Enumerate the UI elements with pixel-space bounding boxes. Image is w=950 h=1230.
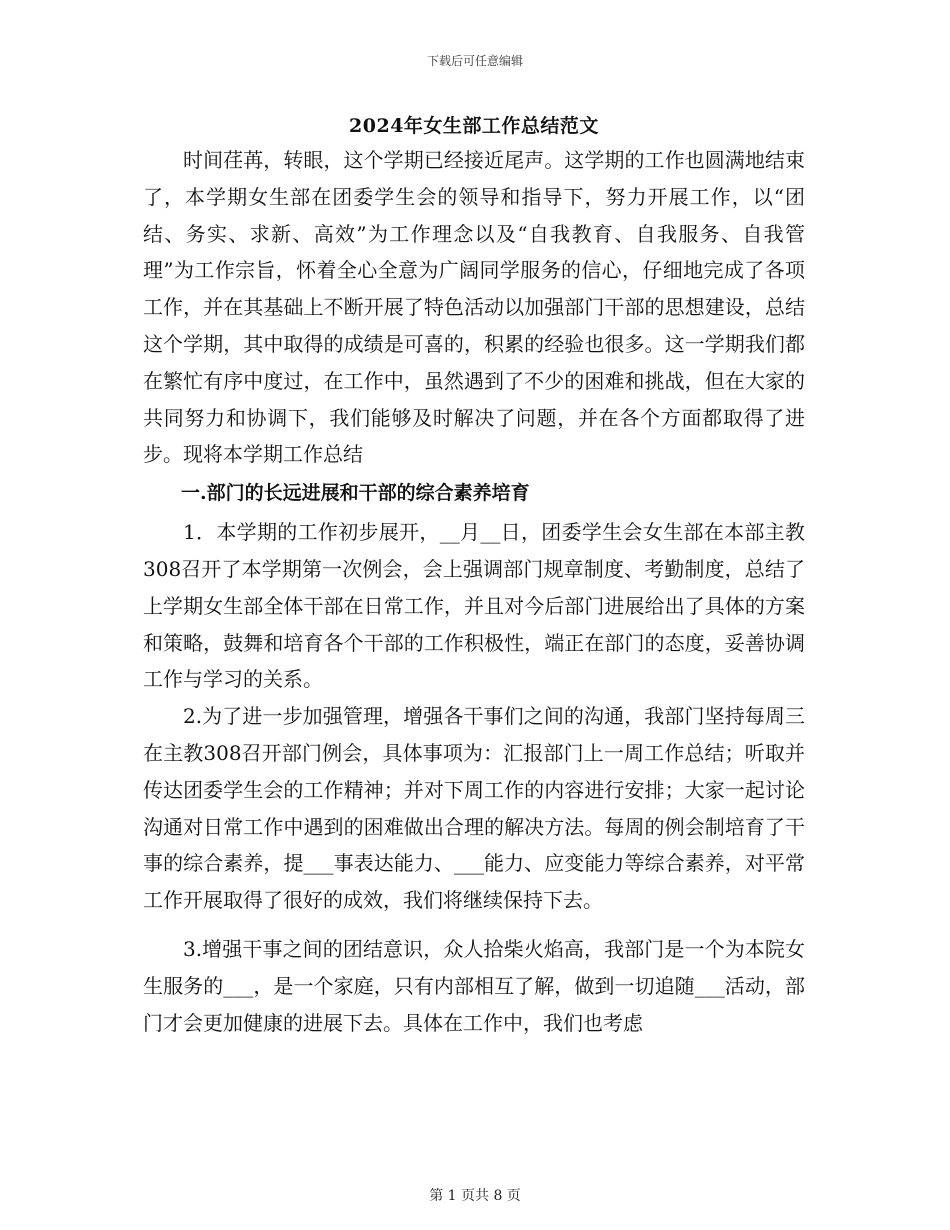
item-paragraph-2: 2.为了进一步加强管理，增强各干事们之间的沟通，我部门坚持每周三在主教308召开部门例会，具体事项为：汇报部门上一周工作总结；听取并传达团委学生会的工作精神；并对下周工作的内容进行安排；大家一起讨论沟通对日常工作中遇到的困难做出合理的解决方法。每周的例会制培育了干事的综合素养，提___事表达能力、___能力、应变能力等综合素养，对平常工作开展取得了很好的成效，我们将继续保持下去。 (143, 704, 805, 913)
document-title: 2024年女生部工作总结范文 (349, 115, 599, 137)
section-heading: 一.部门的长远进展和干部的综合素养培育 (181, 482, 530, 505)
document-body (143, 110, 805, 1041)
item-paragraph-1: 1．本学期的工作初步展开，__月__日，团委学生会女生部在本部主教308召开了本学期第一次例会，会上强调部门规章制度、考勤制度，总结了上学期女生部全体干部在日常工作，并且对今后部门进展给出了具体的方案和策略，鼓舞和培育各个干部的工作积极性，端正在部门的态度，妥善协调工作与学习的关系。 (143, 520, 805, 692)
item-paragraph-3: 3.增强干事之间的团结意识，众人拾柴火焰高，我部门是一个为本院女生服务的___，是一个家庭，只有内部相互了解，做到一切追随___活动，部门才会更加健康的进展下去。具体在工作中，我们也考虑 (143, 936, 805, 1035)
intro-paragraph: 时间荏苒，转眼，这个学期已经接近尾声。这学期的工作也圆满地结束了，本学期女生部在团委学生会的领导和指导下，努力开展工作，以“团结、务实、求新、高效”为工作理念以及“自我教育、自我服务、自我管理”为工作宗旨，怀着全心全意为广阔同学服务的信心，仔细地完成了各项工作，并在其基础上不断开展了特色活动以加强部门干部的思想建设，总结这个学期，其中取得的成绩是可喜的，积累的经验也很多。这一学期我们都在繁忙有序中度过，在工作中，虽然遇到了不少的困难和挑战，但在大家的共同努力和协调下，我们能够及时解决了问题，并在各个方面都取得了进步。现将本学期工作总结 (143, 148, 805, 467)
page-number: 第 1 页共 8 页 (429, 1188, 521, 1204)
header-note: 下载后可任意编辑 (426, 54, 523, 68)
paragraph-gap (143, 919, 805, 931)
